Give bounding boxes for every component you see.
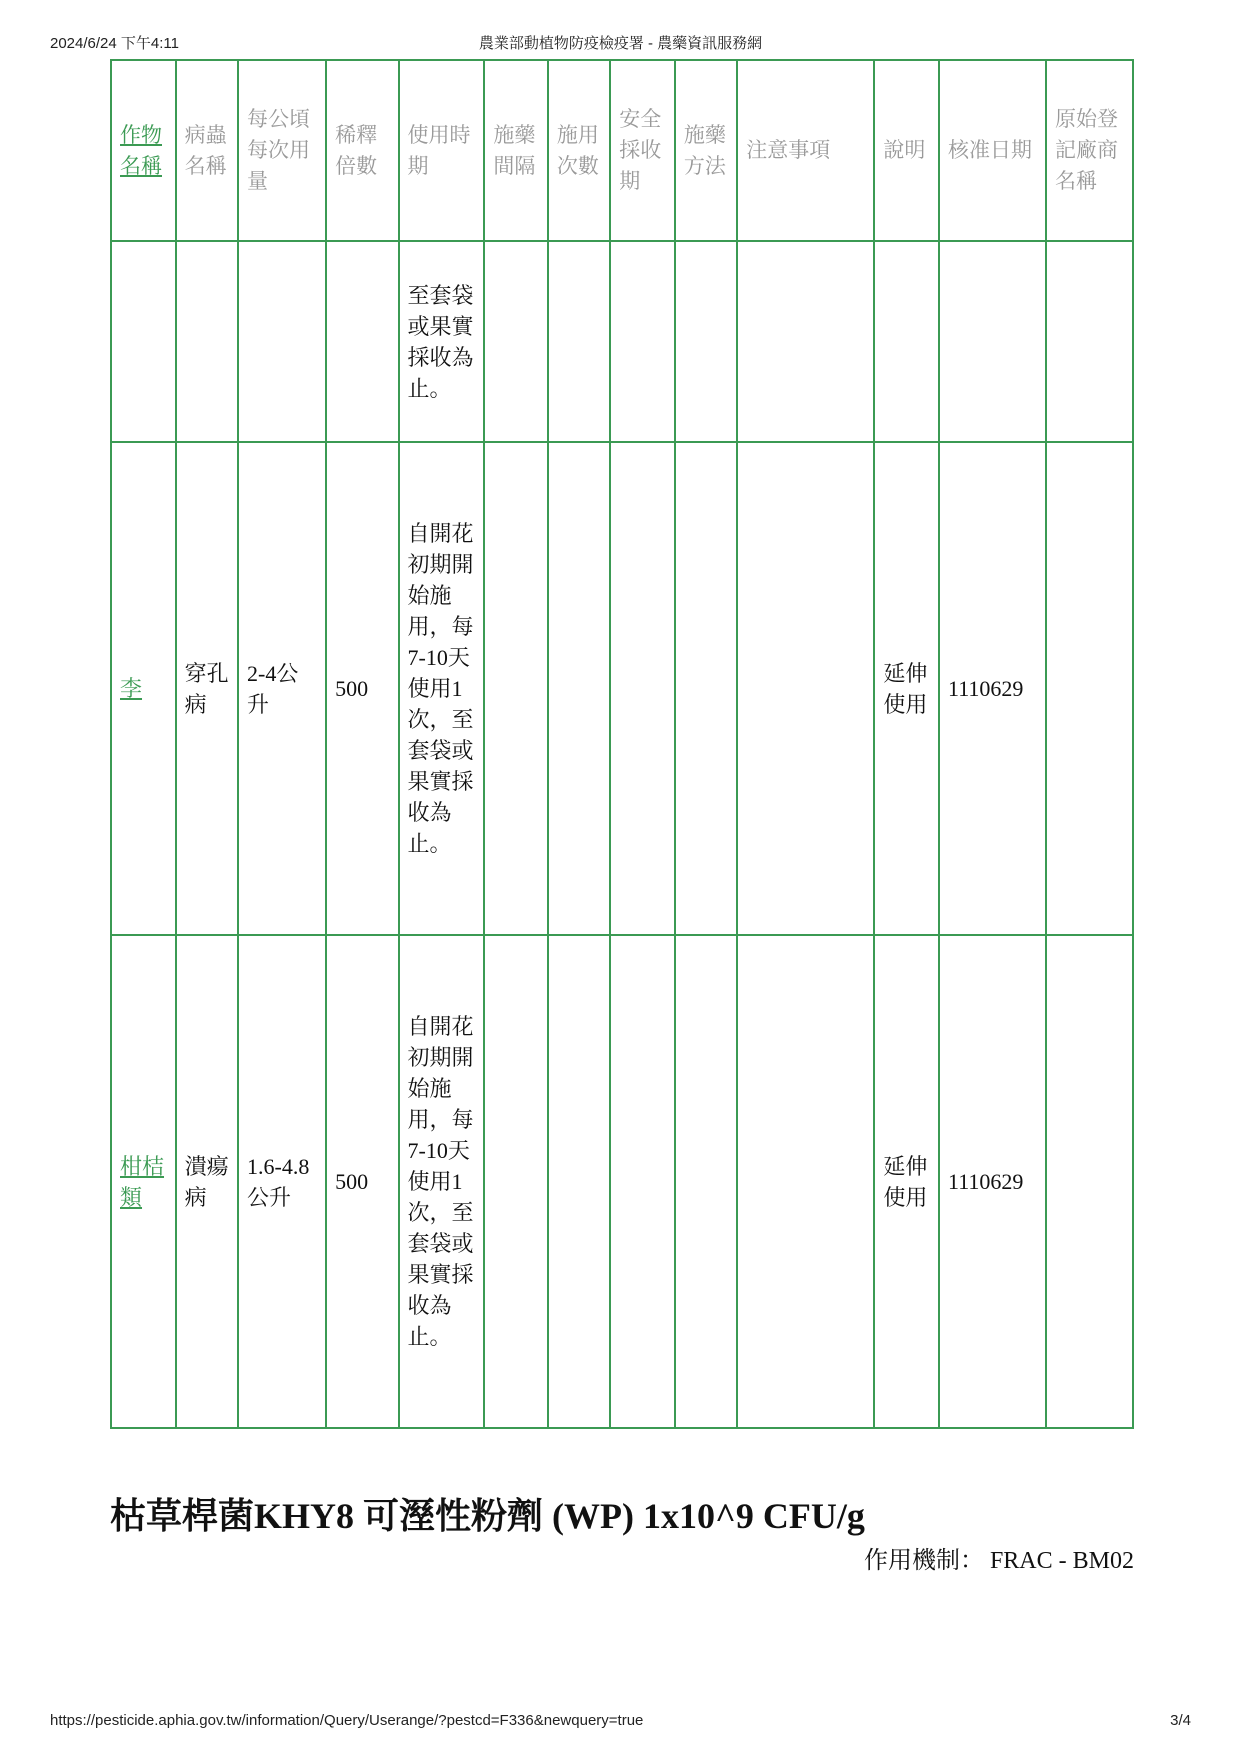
header-crop-name[interactable]: 作物名稱 [111,60,176,241]
mechanism-value: FRAC - BM02 [989,1548,1134,1574]
cell-timing: 自開花初期開始施用，每7-10天使用1次，至套袋或果實採收為止。 [399,442,485,935]
header-pest-name: 病蟲名稱 [176,60,238,241]
usage-table [110,59,1134,1429]
cell-interval [484,442,548,935]
header-phi: 安全採收期 [610,60,675,241]
cell-phi [610,935,675,1428]
cell-dilution [326,241,398,442]
header-interval: 施藥間隔 [484,60,548,241]
table-row [111,935,1133,1428]
cell-notes [737,935,874,1428]
cell-timing: 至套袋或果實採收為止。 [399,241,485,442]
header-notes: 注意事項 [737,60,874,241]
mechanism-of-action [864,1540,1134,1575]
header-dilution: 稀釋倍數 [326,60,398,241]
header-method: 施藥方法 [675,60,737,241]
cell-interval [484,935,548,1428]
header-times: 施用次數 [548,60,610,241]
cell-crop [111,241,176,442]
product-title: 枯草桿菌KHY8 可溼性粉劑 (WP) 1x10^9 CFU/g [110,1496,865,1536]
cell-method [675,935,737,1428]
cell-timing: 自開花初期開始施用，每7-10天使用1次，至套袋或果實採收為止。 [399,935,485,1428]
cell-dilution: 500 [326,442,398,935]
print-footer [50,1712,1191,1734]
mechanism-label: 作用機制： [863,1548,984,1574]
cell-phi [610,442,675,935]
table-row [111,442,1133,935]
cell-registrant [1046,241,1133,442]
cell-remark: 延伸使用 [874,935,939,1428]
crop-link[interactable]: 李 [111,442,176,935]
header-remark: 說明 [874,60,939,241]
cell-approval-date: 1110629 [939,442,1046,935]
header-approval-date: 核准日期 [939,60,1046,241]
cell-dilution: 500 [326,935,398,1428]
cell-pest: 潰瘍病 [176,935,238,1428]
print-url: https://pesticide.aphia.gov.tw/information/Query/Userange/?pestcd=F336&newquery=true [50,1712,644,1729]
cell-dosage: 1.6-4.8公升 [238,935,326,1428]
cell-remark: 延伸使用 [874,442,939,935]
header-timing: 使用時期 [399,60,485,241]
cell-method [675,442,737,935]
cell-approval-date: 1110629 [939,935,1046,1428]
cell-registrant [1046,935,1133,1428]
cell-pest [176,241,238,442]
cell-pest: 穿孔病 [176,442,238,935]
print-header [50,32,1191,54]
cell-dosage: 2-4公升 [238,442,326,935]
cell-dosage [238,241,326,442]
table-header-row [111,60,1133,241]
print-site-title: 農業部動植物防疫檢疫署 - 農藥資訊服務網 [478,35,763,52]
cell-phi [610,241,675,442]
cell-times [548,935,610,1428]
cell-interval [484,241,548,442]
crop-link[interactable]: 柑桔類 [111,935,176,1428]
cell-times [548,442,610,935]
cell-notes [737,241,874,442]
cell-method [675,241,737,442]
table-row [111,241,1133,442]
cell-notes [737,442,874,935]
print-datetime: 2024/6/24 下午4:11 [50,35,179,52]
header-dosage: 每公頃每次用量 [238,60,326,241]
cell-approval-date [939,241,1046,442]
print-page-number: 3/4 [1170,1712,1191,1729]
cell-remark [874,241,939,442]
header-registrant: 原始登記廠商名稱 [1046,60,1133,241]
cell-registrant [1046,442,1133,935]
cell-times [548,241,610,442]
